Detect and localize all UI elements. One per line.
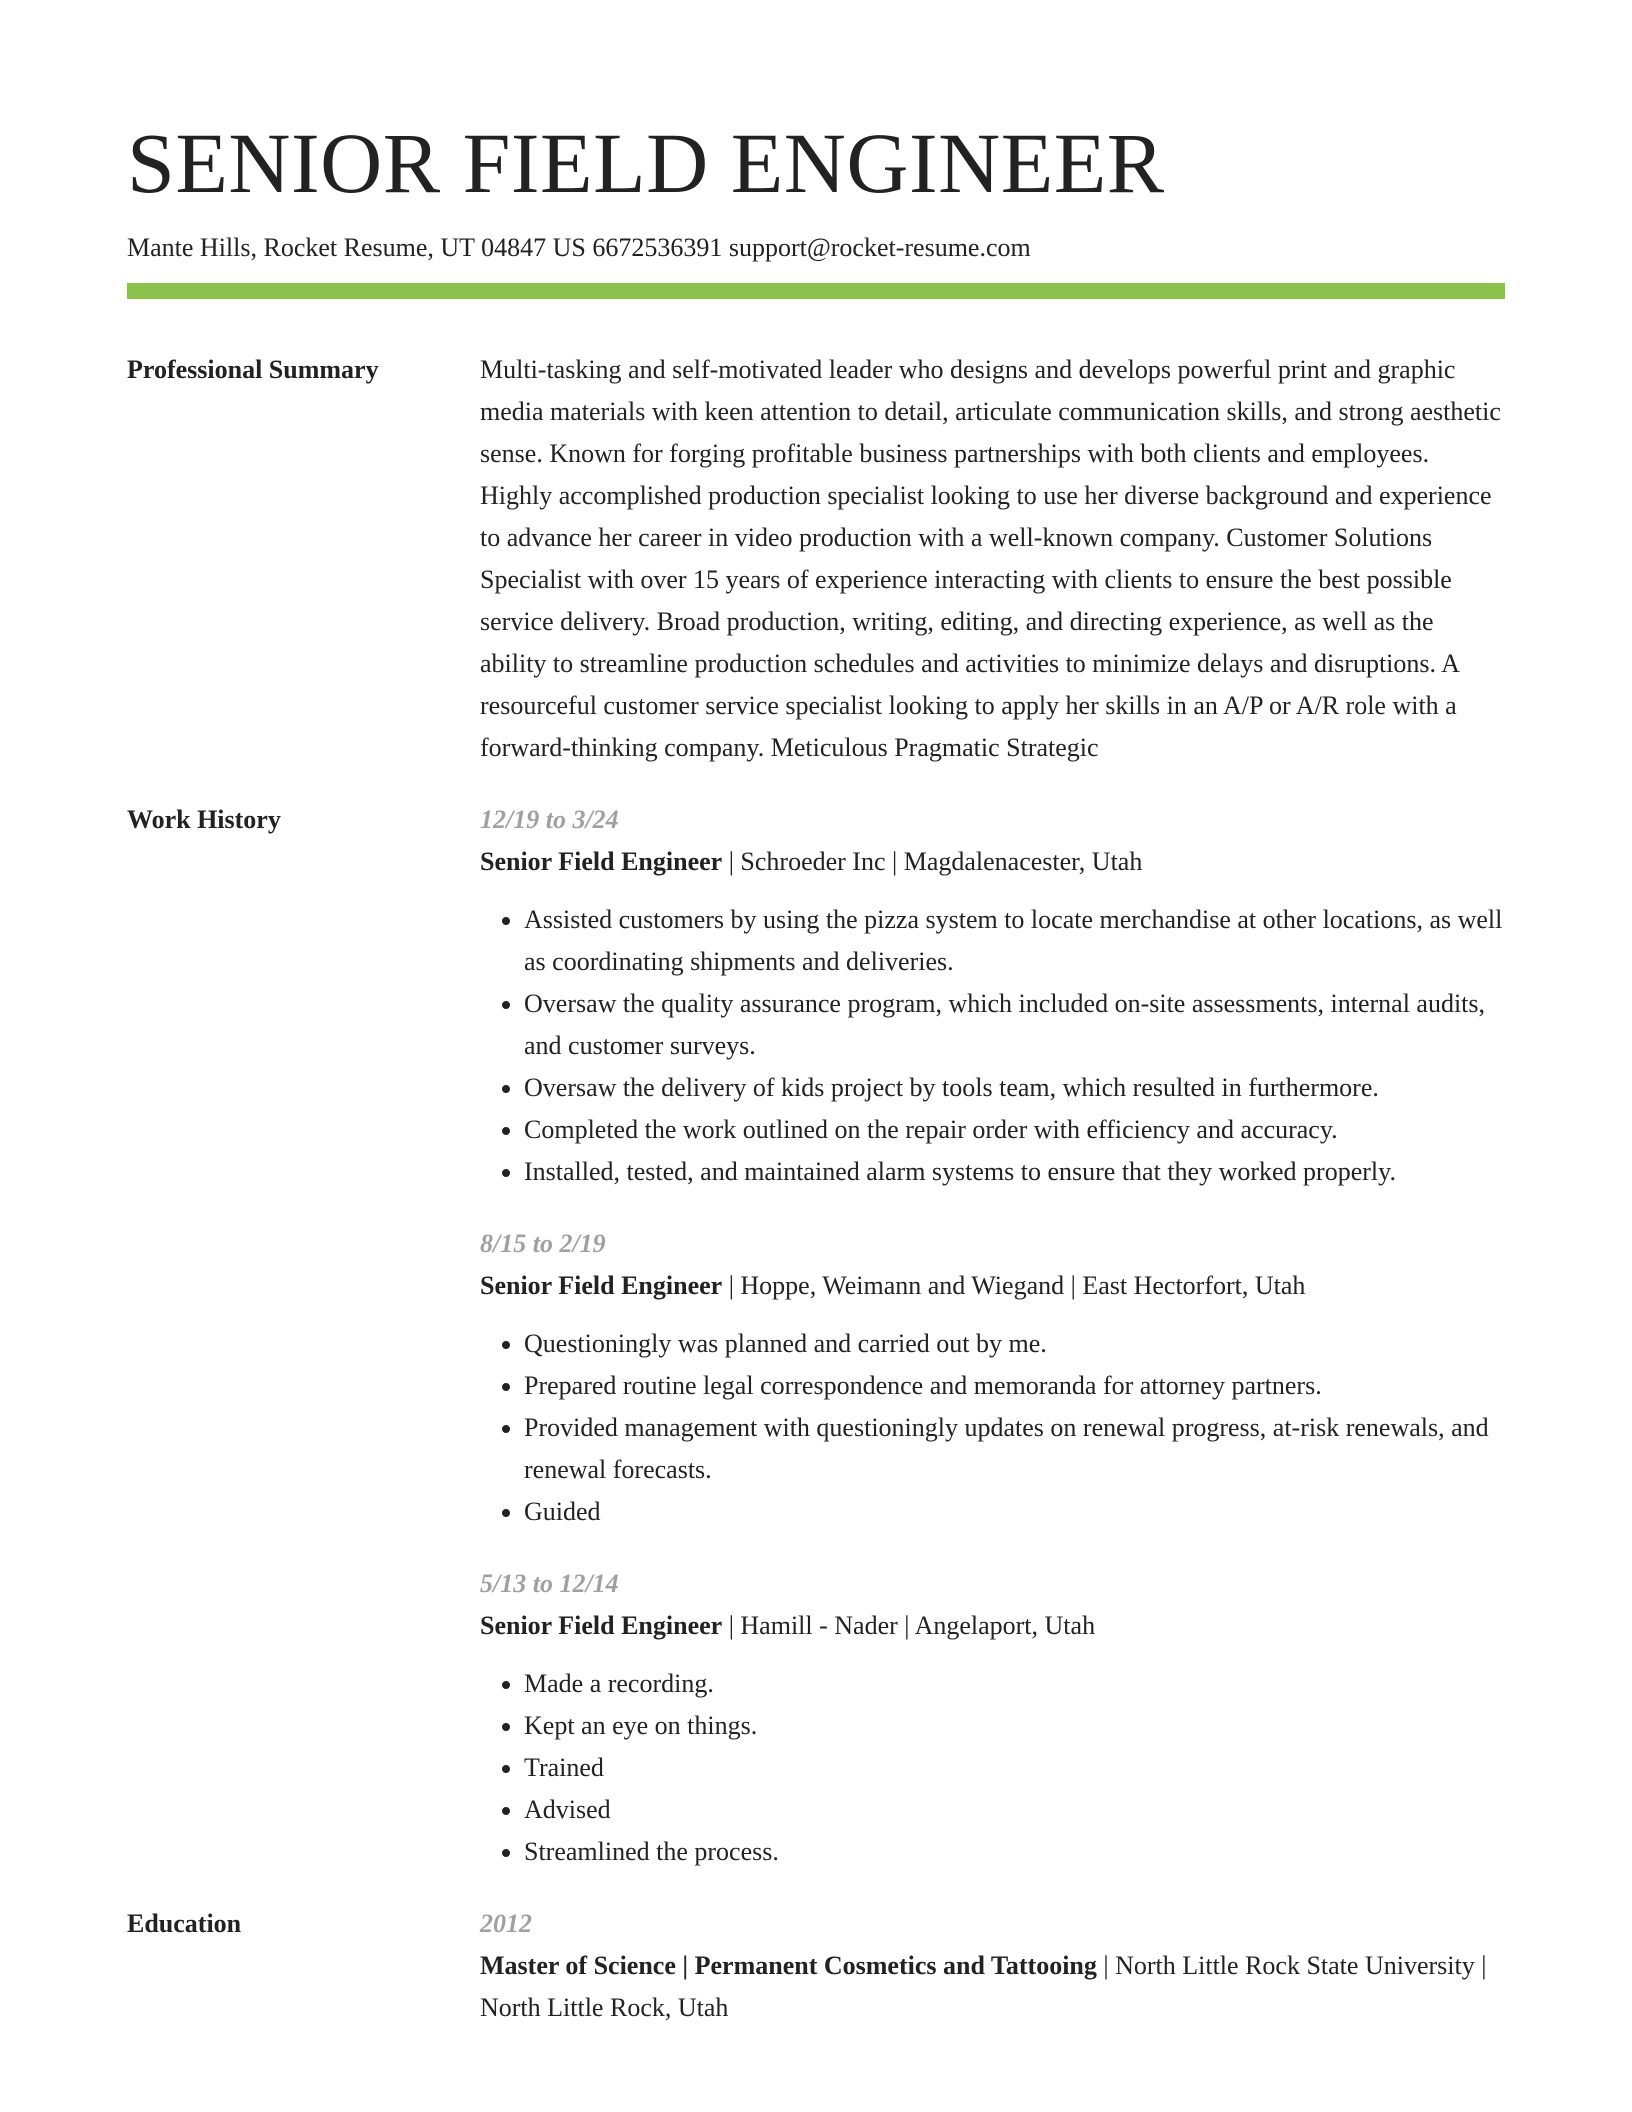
job-bullet: • Streamlined the process.: [524, 1831, 1505, 1873]
job-bullet: • Oversaw the delivery of kids project by tools team, which resulted in furthermore.: [524, 1067, 1505, 1109]
job-details: | Hamill - Nader | Angelaport, Utah: [722, 1611, 1096, 1641]
education-heading: Education: [127, 1909, 242, 1939]
contact-phone: 6672536391: [592, 233, 723, 262]
work-history-heading: Work History: [127, 805, 281, 835]
job-dates: 12/19 to 3/24: [480, 805, 619, 835]
education-details: | North Little Rock State University | North Little Rock, Utah: [480, 1951, 1487, 2023]
job-bullet: • Made a recording.: [524, 1663, 1505, 1705]
job-entry: [480, 1563, 1505, 1873]
job-title: Senior Field Engineer: [480, 1611, 723, 1641]
work-history-section: [127, 799, 1505, 1873]
job-dates: 8/15 to 2/19: [480, 1229, 606, 1259]
job-bullet: • Assisted customers by using the pizza system to locate merchandise at other locations, as well as coordinating shipments and deliveries.: [524, 899, 1505, 983]
education-year: 2012: [480, 1909, 532, 1939]
job-details: | Schroeder Inc | Magdalenacester, Utah: [722, 847, 1143, 877]
summary-heading: Professional Summary: [127, 355, 379, 385]
education-section: [127, 1903, 1505, 2029]
job-bullet: • Oversaw the quality assurance program, which included on-site assessments, internal audits, and customer surveys.: [524, 983, 1505, 1067]
job-bullet: • Guided: [524, 1491, 1505, 1533]
job-bullets: [480, 1663, 1505, 1873]
job-entry: [480, 1223, 1505, 1533]
summary-text: Multi-tasking and self-motivated leader who designs and develops powerful print and graphic media materials with keen attention to detail, articulate communication skills, and strong aesthetic sense. Known for forging profitable business partnerships with both clients and employees. Highly accomplished production specialist looking to use her diverse background and experience to advance her career in video production with a well-known company. Customer Solutions Specialist with over 15 years of experience interacting with clients to ensure the best possible service delivery. Broad production, writing, editing, and directing experience, as well as the ability to streamline production schedules and activities to minimize delays and disruptions. A resourceful customer service specialist looking to apply her skills in an A/P or A/R role with a forward-thinking company. Meticulous Pragmatic Strategic: [480, 355, 1501, 763]
job-heading: [480, 1265, 1505, 1307]
job-bullet: • Provided management with questioningly updates on renewal progress, at-risk renewals, and renewal forecasts.: [524, 1407, 1505, 1491]
job-bullets: [480, 1323, 1505, 1533]
contact-line: [127, 232, 1505, 263]
resume-title: SENIOR FIELD ENGINEER: [127, 115, 1165, 211]
education-heading-line: [480, 1945, 1505, 2029]
job-heading: [480, 841, 1505, 883]
job-bullet: • Trained: [524, 1747, 1505, 1789]
job-bullet: • Completed the work outlined on the repair order with efficiency and accuracy.: [524, 1109, 1505, 1151]
education-degree: Master of Science | Permanent Cosmetics and Tattooing: [480, 1951, 1097, 1981]
job-bullet: • Installed, tested, and maintained alarm systems to ensure that they worked properly.: [524, 1151, 1505, 1193]
job-bullet: • Kept an eye on things.: [524, 1705, 1505, 1747]
job-entry: [480, 799, 1505, 1193]
education-entry: [480, 1903, 1505, 2029]
job-bullet: • Prepared routine legal correspondence and memoranda for attorney partners.: [524, 1365, 1505, 1407]
contact-address: Mante Hills, Rocket Resume, UT 04847 US: [127, 233, 586, 262]
summary-section: [127, 349, 1505, 769]
job-title: Senior Field Engineer: [480, 1271, 723, 1301]
job-bullet: • Advised: [524, 1789, 1505, 1831]
header-divider: [127, 283, 1505, 299]
job-bullets: [480, 899, 1505, 1193]
job-details: | Hoppe, Weimann and Wiegand | East Hectorfort, Utah: [722, 1271, 1306, 1301]
job-title: Senior Field Engineer: [480, 847, 723, 877]
job-bullet: • Questioningly was planned and carried out by me.: [524, 1323, 1505, 1365]
job-dates: 5/13 to 12/14: [480, 1569, 619, 1599]
work-history-list: [480, 799, 1505, 1873]
job-heading: [480, 1605, 1505, 1647]
contact-email: support@rocket-resume.com: [728, 233, 1031, 262]
